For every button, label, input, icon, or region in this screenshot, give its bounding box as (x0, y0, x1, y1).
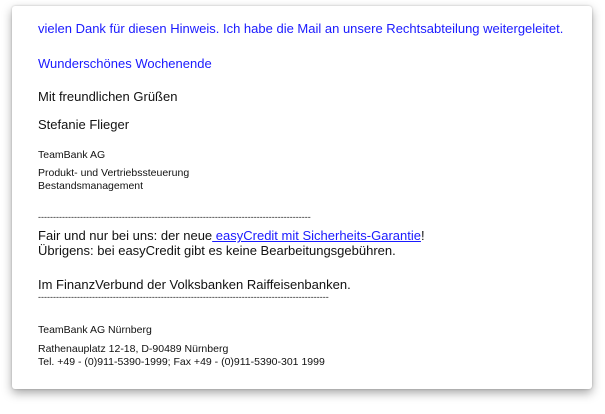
sender-name: Stefanie Flieger (38, 117, 130, 132)
fees-line: Übrigens: bei easyCredit gibt es keine Bearbeitungsgebühren. (38, 243, 396, 258)
easycredit-link[interactable]: easyCredit mit Sicherheits-Garantie (212, 228, 421, 243)
separator-top: ------------------------------------------------------------------------------------------- (38, 212, 311, 222)
department-line-1: Produkt- und Vertriebssteuerung (38, 167, 190, 179)
department-line-2: Bestandsmanagement (38, 180, 144, 192)
footer-company: TeamBank AG Nürnberg (38, 324, 152, 336)
footer-address: Rathenauplatz 12-18, D-90489 Nürnberg (38, 343, 229, 355)
network-line: Im FinanzVerbund der Volksbanken Raiffeisenbanken. (38, 277, 351, 292)
separator-bottom: ------------------------------------------------------------------------------------------------- (38, 292, 329, 302)
company-name: TeamBank AG (38, 149, 106, 161)
promo-line (38, 228, 425, 243)
weekend-line: Wunderschönes Wochenende (38, 56, 212, 71)
thanks-line: vielen Dank für diesen Hinweis. Ich habe die Mail an unsere Rechtsabteilung weitergeleitet. (38, 21, 564, 36)
email-body (12, 6, 592, 389)
footer-contact: Tel. +49 - (0)911-5390-1999; Fax +49 - (0)911-5390-301 1999 (38, 356, 325, 368)
promo-suffix: ! (420, 228, 425, 243)
promo-prefix: Fair und nur bei uns: der neue (38, 228, 213, 243)
greeting: Mit freundlichen Grüßen (38, 89, 178, 104)
